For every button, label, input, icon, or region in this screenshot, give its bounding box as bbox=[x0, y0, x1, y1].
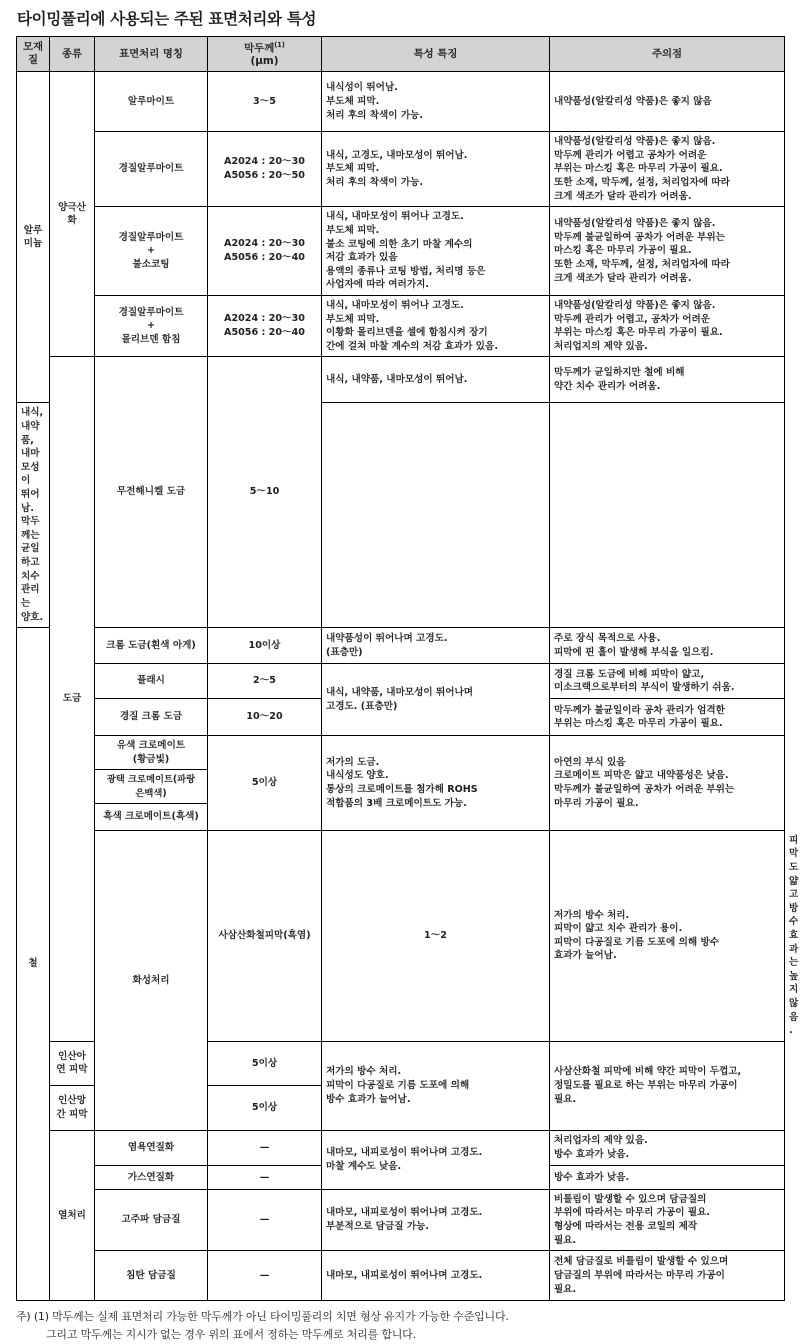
features-cell bbox=[322, 664, 550, 736]
footnote bbox=[16, 1308, 784, 1344]
feature-line: 피막이 얇고 치수 관리가 용이. bbox=[554, 923, 683, 935]
col-header-kind: 종류 bbox=[50, 37, 95, 72]
feature-line: 부도체 피막. bbox=[326, 95, 380, 107]
caution-line: 피막에 핀 홀이 발생해 부식을 일으킴. bbox=[554, 646, 714, 658]
caution-line: 막두께가 불균일이라 공차 관리가 엄격한 bbox=[554, 704, 725, 716]
feature-line: 용액의 종류나 코팅 방법, 처리명 등은 bbox=[326, 265, 486, 277]
feature-line: 처리 후의 착색이 가능. bbox=[326, 177, 424, 189]
feature-line: 이황화 몰리브덴을 셀에 함침시켜 장기 bbox=[326, 327, 488, 339]
feature-line: 마찰 계수도 낮음. bbox=[326, 1160, 402, 1172]
cautions-cell bbox=[550, 1130, 785, 1165]
treatment-name: 사삼산화철피막(흑염) bbox=[208, 830, 322, 1041]
caution-line: 경질 크롬 도금에 비해 피막이 얇고, bbox=[554, 668, 705, 680]
material-aluminum bbox=[17, 72, 50, 403]
feature-line: 적합품의 3배 크로메이트도 가능. bbox=[326, 797, 467, 809]
col-header-thickness bbox=[208, 37, 322, 72]
treatment-name: 염욕연질화 bbox=[95, 1130, 208, 1165]
caution-line: 약간 치수 관리가 어려움. bbox=[554, 380, 661, 392]
feature-line: 사업자에 따라 여러가지. bbox=[326, 279, 429, 291]
feature-line: 내마모, 내피로성이 뛰어나며 고경도. bbox=[326, 1147, 483, 1159]
treatment-name: 인산아연 피막 bbox=[50, 1041, 95, 1085]
features-cell bbox=[322, 1189, 550, 1250]
features-cell bbox=[550, 830, 785, 1041]
treatment-name bbox=[95, 295, 208, 356]
table-row bbox=[17, 628, 785, 664]
feature-line: 피막이 다공질로 기름 도포에 의해 방수 bbox=[554, 936, 719, 948]
feature-line: 내식, 내약품, 내마모성이 뛰어남. bbox=[21, 407, 44, 514]
feature-line: 저감 효과가 있음 bbox=[326, 252, 398, 264]
kind-plating: 도금 bbox=[50, 357, 95, 1041]
caution-line: 방수 효과가 낮음. bbox=[554, 1171, 630, 1183]
thickness-line: A2024 : 20〜30 bbox=[224, 313, 305, 325]
cautions-cell bbox=[550, 699, 785, 736]
caution-line: 부위는 마스킹 혹은 마무리 가공이 필요. bbox=[554, 327, 723, 339]
treatment-name: 경질 크롬 도금 bbox=[95, 699, 208, 736]
thickness-value: 5이상 bbox=[208, 1041, 322, 1085]
caution-line: 부위는 마스킹 혹은 마무리 가공이 필요. bbox=[554, 718, 723, 730]
treatment-name-line: 불소코팅 bbox=[132, 258, 170, 270]
feature-line: 내식성이 뛰어남. bbox=[326, 82, 398, 94]
caution-line: 부위는 마스킹 혹은 마무리 가공이 필요. bbox=[554, 163, 723, 175]
feature-line: 통상의 크로메이트를 첨가해 ROHS bbox=[326, 783, 478, 795]
feature-line: 효과가 늘어남. bbox=[554, 950, 617, 962]
thickness-value bbox=[208, 295, 322, 356]
caution-line: 사삼산화철 피막에 비해 약간 피막이 두껍고, bbox=[554, 1066, 742, 1078]
material-aluminum-line2: 미늄 bbox=[23, 238, 43, 250]
treatment-name: 무전해니켈 도금 bbox=[95, 357, 208, 628]
table-row: 화성처리 사삼산화철피막(흑염) 1〜2 저가의 방수 처리. 피막이 얇고 치수 관리가 용이. 피막이 다공질로 기름 도포에 의해 방수 효과가 늘어남. 피막도 얇고 방수 효과는 높지 않음. bbox=[17, 830, 785, 1041]
feature-line: 고경도. (표층만) bbox=[326, 700, 398, 712]
caution-line: 처리업지의 제약 있음. bbox=[554, 340, 648, 352]
col-header-features: 특성 특징 bbox=[322, 37, 550, 72]
treatment-name: 크롬 도금(흰색 아게) bbox=[95, 628, 208, 664]
page-title: 타이밍풀리에 사용되는 주된 표면처리와 특성 bbox=[17, 10, 317, 28]
thickness-line: A2024 : 20〜30 bbox=[224, 238, 305, 250]
table-row bbox=[17, 1130, 785, 1165]
features-cell bbox=[322, 295, 550, 356]
treatment-name: 유색 크로메이트(황금빛) bbox=[95, 736, 208, 770]
feature-line: 부분적으로 담금질 가능. bbox=[326, 1221, 429, 1233]
features-cell bbox=[322, 1130, 550, 1189]
caution-line: 내약품성(알칼리성 약품)은 좋지 않음 bbox=[554, 95, 712, 107]
feature-line: 방수 효과가 늘어남. bbox=[326, 1093, 411, 1105]
footnote-line-1: 주) (1) 막두께는 실제 표면처리 가능한 막두께가 아닌 타이밍풀리의 치면 형상 유지가 가능한 수준입니다. bbox=[16, 1310, 509, 1324]
features-cell bbox=[322, 736, 550, 831]
kind-anodizing: 양극산화 bbox=[50, 72, 95, 357]
feature-line: 내식, 고경도, 내마모성이 뛰어남. bbox=[326, 149, 468, 161]
caution-line: 전체 담금질로 비틀림이 발생할 수 있으며 bbox=[554, 1256, 729, 1268]
caution-line: 필요. bbox=[554, 1093, 577, 1105]
feature-line: 부도체 피막. bbox=[326, 163, 380, 175]
kind-heat-treatment: 열처리 bbox=[50, 1130, 95, 1300]
feature-line: 부도체 피막. bbox=[326, 224, 380, 236]
caution-line: 주로 장식 목적으로 사용. bbox=[554, 633, 661, 645]
footnote-line-2: 그리고 막두께는 지시가 없는 경우 위의 표에서 정하는 막두께로 처리를 합니다. bbox=[46, 1328, 416, 1342]
cautions-cell bbox=[550, 295, 785, 356]
treatment-name bbox=[95, 207, 208, 296]
treatment-name: 플래시 bbox=[95, 664, 208, 699]
table-row bbox=[17, 207, 785, 296]
caution-line: 필요. bbox=[554, 1234, 577, 1246]
caution-line: 내약품성(알칼리성 약품)은 좋지 않음. bbox=[554, 218, 716, 230]
feature-line: 내식, 내마모성이 뛰어나 고경도. bbox=[326, 211, 464, 223]
thickness-value: — bbox=[208, 1251, 322, 1301]
material-iron: 철 bbox=[17, 628, 50, 1301]
thickness-value: — bbox=[208, 1165, 322, 1189]
caution-line: 비틀림이 발생할 수 있으며 담금질의 bbox=[554, 1193, 707, 1205]
table-body bbox=[17, 72, 799, 1301]
caution-line: 막두께 관리가 어렵고 공차가 어려운 bbox=[554, 149, 707, 161]
caution-line: 마무리 가공이 필요. bbox=[554, 797, 639, 809]
treatment-name-line: 경질알루마이트 bbox=[118, 231, 184, 243]
features-cell bbox=[17, 403, 50, 628]
thickness-line: A5056 : 20〜40 bbox=[224, 252, 305, 264]
thickness-line: A5056 : 20〜40 bbox=[224, 327, 305, 339]
features-cell bbox=[322, 1251, 550, 1301]
feature-line: (표층만) bbox=[326, 646, 363, 658]
feature-line: 내식, 내마모성이 뛰어나 고경도. bbox=[326, 299, 464, 311]
thickness-value bbox=[208, 207, 322, 296]
caution-line: 부위에 따라서는 마무리 가공이 필요. bbox=[554, 1207, 711, 1219]
feature-line: 내식, 내약품, 내마모성이 뛰어남. bbox=[326, 374, 468, 386]
thickness-value: 10〜20 bbox=[208, 699, 322, 736]
table-row bbox=[17, 1189, 785, 1250]
thickness-line: A2024 : 20〜30 bbox=[224, 156, 305, 168]
treatment-name-line: + bbox=[146, 245, 156, 257]
table-row bbox=[17, 1251, 785, 1301]
feature-line: 저가의 도금. bbox=[326, 756, 380, 768]
feature-line: 내식성도 양호. bbox=[326, 770, 389, 782]
treatment-name: 경질알루마이트 bbox=[95, 132, 208, 207]
caution-line: 필요. bbox=[554, 1283, 577, 1295]
feature-line: 내마모, 내피로성이 뛰어나며 고경도. bbox=[326, 1270, 483, 1281]
treatment-name-line: 몰리브덴 함침 bbox=[121, 333, 181, 345]
caution-line: 내약품성(알칼리성 약품)은 좋지 않음. bbox=[554, 136, 716, 148]
cautions-cell bbox=[550, 736, 785, 831]
thickness-value: — bbox=[208, 1189, 322, 1250]
treatment-name: 침탄 담금질 bbox=[95, 1251, 208, 1301]
cautions-cell bbox=[550, 1041, 785, 1130]
table-row bbox=[17, 736, 785, 770]
feature-line: 막두께는 균일하고 치수 관리는 양호. bbox=[21, 516, 44, 623]
caution-line: 크게 색조가 달라 관리가 어려움. bbox=[554, 272, 692, 284]
thickness-value: 1〜2 bbox=[322, 830, 550, 1041]
feature-line: 간에 걸쳐 마찰 계수의 저감 효과가 있음. bbox=[326, 340, 498, 352]
feature-line: 불소 코팅에 의한 초기 마찰 계수의 bbox=[326, 238, 473, 250]
feature-line: 내마모, 내피로성이 뛰어나며 고경도. bbox=[326, 1207, 483, 1219]
features-cell bbox=[322, 132, 550, 207]
cautions-cell bbox=[550, 1189, 785, 1250]
feature-line: 내식, 내약품, 내마모성이 뛰어나며 bbox=[326, 687, 474, 699]
thickness-value bbox=[208, 132, 322, 207]
caution-line: 아연의 부식 있음 bbox=[554, 756, 626, 768]
caution-line: 막두께가 균일하지만 철에 비해 bbox=[554, 367, 685, 379]
thickness-value: 5이상 bbox=[208, 1085, 322, 1130]
thickness-value: 5〜10 bbox=[208, 357, 322, 628]
feature-line: 피막이 다공질로 기름 도포에 의해 bbox=[326, 1080, 470, 1092]
surface-treatment-table bbox=[16, 36, 799, 1301]
caution-line: 막두께 불균일하여 공차가 어려운 부위는 bbox=[554, 231, 725, 243]
table-row bbox=[17, 72, 785, 132]
treatment-name: 인산망간 피막 bbox=[50, 1085, 95, 1130]
cautions-cell bbox=[550, 628, 785, 664]
material-aluminum-line1: 알루 bbox=[23, 224, 43, 236]
caution-line: 크게 색조가 달라 관리가 어려움. bbox=[554, 190, 692, 202]
treatment-name: 고주파 담금질 bbox=[95, 1189, 208, 1250]
col-header-base-material: 모재질 bbox=[17, 37, 50, 72]
thickness-label-text bbox=[211, 41, 318, 55]
table-row bbox=[17, 664, 785, 699]
thickness-label: 막두께 bbox=[244, 42, 275, 55]
cautions-cell bbox=[550, 132, 785, 207]
treatment-name: 가스연질화 bbox=[95, 1165, 208, 1189]
thickness-value: 2〜5 bbox=[208, 664, 322, 699]
thickness-unit: (μm) bbox=[250, 54, 279, 67]
header-row bbox=[17, 37, 785, 72]
col-header-cautions: 주의점 bbox=[550, 37, 785, 72]
caution-line: 방수 효과가 낮음. bbox=[554, 1148, 630, 1160]
thickness-line: A5056 : 20〜50 bbox=[224, 170, 305, 182]
treatment-name-line: 경질알루마이트 bbox=[118, 306, 184, 318]
caution-line: 막두께 관리가 어렵고, 공차가 어려운 bbox=[554, 313, 711, 325]
table-header bbox=[17, 37, 785, 72]
table-row bbox=[17, 132, 785, 207]
caution-line: 미소크랙으로부터의 부식이 발생하기 쉬움. bbox=[554, 682, 735, 694]
features-cell bbox=[322, 1041, 550, 1130]
treatment-name-line: + bbox=[146, 320, 156, 332]
thickness-value: 5이상 bbox=[208, 736, 322, 831]
caution-line: 내약품성(알칼리성 약품)은 좋지 않음. bbox=[554, 299, 716, 311]
features-cell bbox=[322, 72, 550, 132]
treatment-name: 흑색 크로메이트(흑색) bbox=[95, 803, 208, 830]
thickness-value: — bbox=[208, 1130, 322, 1165]
table-row bbox=[17, 357, 785, 403]
caution-line: 담금질의 부위에 따라서는 마무리 가공이 bbox=[554, 1270, 725, 1281]
caution-line: 처리업자의 제약 있음. bbox=[554, 1135, 648, 1147]
treatment-name: 광택 크로메이트(파랑 은백색) bbox=[95, 770, 208, 803]
features-cell bbox=[322, 628, 550, 664]
features-cell bbox=[322, 357, 550, 403]
feature-line: 내약품성이 뛰어나며 고경도. bbox=[326, 633, 448, 645]
cautions-cell bbox=[550, 1165, 785, 1189]
feature-line: 처리 후의 착색이 가능. bbox=[326, 109, 424, 121]
cautions-cell bbox=[322, 403, 550, 628]
col-header-treatment-name: 표면처리 명칭 bbox=[95, 37, 208, 72]
feature-line: 부도체 피막. bbox=[326, 313, 380, 325]
treatment-name: 알루마이트 bbox=[95, 72, 208, 132]
caution-line: 크로메이트 피막은 얇고 내약품성은 낮음. bbox=[554, 770, 729, 782]
kind-conversion: 화성처리 bbox=[95, 830, 208, 1130]
caution-line: 막두께가 불균일하여 공차가 어려운 부위는 bbox=[554, 783, 735, 795]
caution-line: 또한 소재, 막두께, 설정, 처리업자에 따라 bbox=[554, 177, 730, 189]
caution-line: 형상에 따라서는 전용 코일의 제작 bbox=[554, 1221, 698, 1233]
cautions-cell bbox=[550, 1251, 785, 1301]
cautions-cell bbox=[550, 207, 785, 296]
features-cell bbox=[322, 207, 550, 296]
thickness-value: 10이상 bbox=[208, 628, 322, 664]
thickness-value: 3〜5 bbox=[208, 72, 322, 132]
cautions-cell bbox=[550, 664, 785, 699]
caution-line: 마스킹 혹은 마무리 가공이 필요. bbox=[554, 245, 692, 257]
table-row bbox=[17, 295, 785, 356]
feature-line: 저가의 방수 처리. bbox=[326, 1066, 402, 1078]
caution-line: 정밀도를 필요로 하는 부위는 마무리 가공이 bbox=[554, 1080, 738, 1092]
feature-line: 저가의 방수 처리. bbox=[554, 909, 630, 921]
cautions-cell bbox=[550, 357, 785, 403]
caution-line: 또한 소재, 막두께, 설정, 처리업자에 따라 bbox=[554, 258, 730, 270]
thickness-footnote-marker: (1) bbox=[274, 40, 285, 49]
cautions-cell bbox=[550, 72, 785, 132]
